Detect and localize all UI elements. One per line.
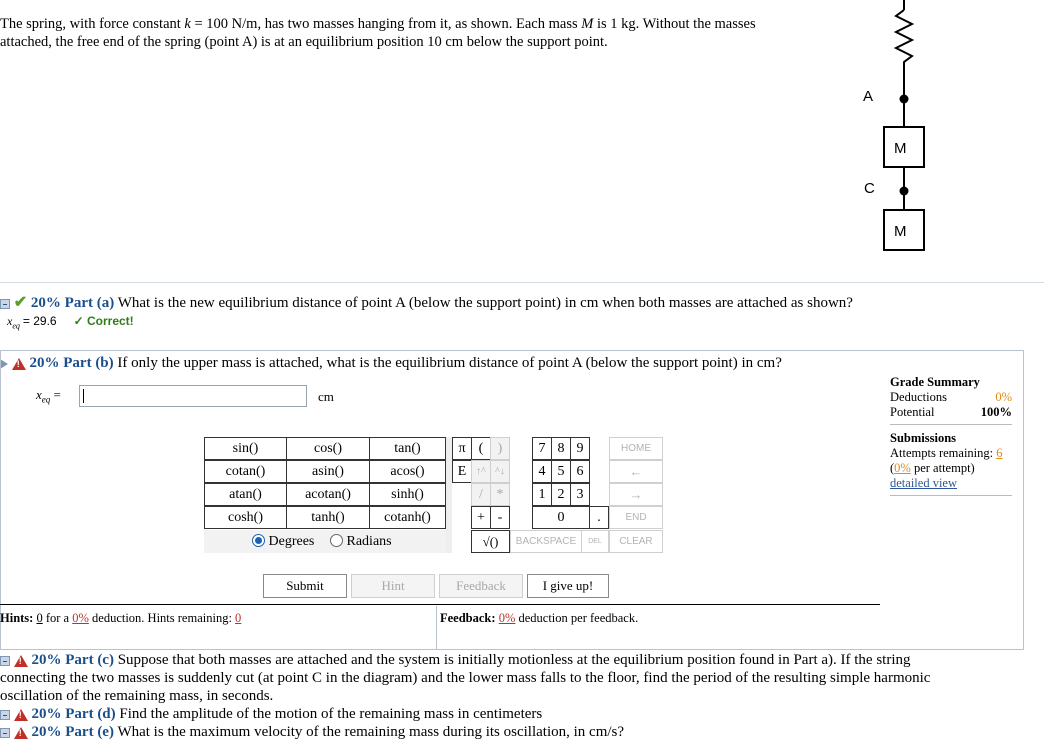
part-a-answer: = 29.6 — [22, 314, 57, 328]
part-c-label: 20% Part (c) — [31, 652, 114, 668]
collapse-icon[interactable] — [0, 656, 10, 666]
digit-7-button[interactable]: 7 — [532, 437, 552, 460]
submissions-title: Submissions — [890, 431, 957, 445]
collapse-icon[interactable] — [0, 728, 10, 738]
label-a: A — [863, 88, 874, 105]
part-b-label: 20% Part (b) — [29, 355, 114, 371]
grade-summary — [890, 375, 1012, 500]
part-b-var-label — [36, 387, 61, 405]
attempts-label: Attempts remaining: — [890, 446, 994, 460]
give-up-button[interactable]: I give up! — [527, 574, 609, 598]
feedback-pct: 0% — [498, 611, 516, 625]
part-b-question: If only the upper mass is attached, what is the equilibrium distance of point A (below the support point) in cm? — [117, 355, 782, 371]
collapse-icon[interactable] — [0, 299, 10, 309]
grade-divider — [890, 424, 1012, 425]
part-a-label: 20% Part (a) — [30, 295, 115, 311]
part-e-label: 20% Part (e) — [31, 724, 114, 740]
lower-mass-label: M — [894, 223, 907, 240]
radians-option[interactable] — [330, 534, 392, 550]
hints-divider — [436, 606, 437, 650]
part-d-header[interactable] — [0, 706, 542, 723]
feedback-button[interactable]: Feedback — [439, 574, 523, 598]
acotan-button[interactable]: acotan() — [286, 483, 370, 506]
hint-button[interactable]: Hint — [351, 574, 435, 598]
digit-2-button[interactable]: 2 — [551, 483, 571, 506]
plus-button[interactable]: + — [471, 506, 491, 529]
pi-button[interactable]: π — [452, 437, 472, 460]
deductions-value: 0% — [995, 390, 1012, 404]
digit-3-button[interactable]: 3 — [570, 483, 590, 506]
decimal-button[interactable]: . — [589, 506, 609, 529]
per-attempt-pct: 0% — [894, 461, 911, 475]
e-button[interactable]: E — [452, 460, 472, 483]
digit-5-button[interactable]: 5 — [551, 460, 571, 483]
part-a-question: What is the new equilibrium distance of point A (below the support point) in cm when both masses are attached as shown? — [117, 295, 853, 311]
open-paren-button[interactable]: ( — [471, 437, 491, 460]
slash-button[interactable]: / — [471, 483, 491, 506]
feedback-label: Feedback: — [440, 611, 496, 625]
detailed-view-link[interactable]: detailed view — [890, 476, 957, 490]
part-d-label: 20% Part (d) — [31, 706, 116, 722]
problem-statement — [0, 15, 860, 51]
digit-6-button[interactable]: 6 — [570, 460, 590, 483]
submit-button[interactable]: Submit — [263, 574, 347, 598]
grade-divider-bottom — [890, 495, 1012, 496]
backspace-button[interactable]: BACKSPACE — [510, 530, 582, 553]
left-arrow-button[interactable]: ← — [609, 460, 663, 483]
end-button[interactable]: END — [609, 506, 663, 529]
equals-sign: = — [53, 387, 61, 402]
divider — [0, 282, 1044, 283]
clear-button[interactable]: CLEAR — [609, 530, 663, 553]
tan-button[interactable]: tan() — [369, 437, 446, 460]
cotan-button[interactable]: cotan() — [204, 460, 287, 483]
answer-input[interactable] — [79, 385, 307, 407]
spring-mass-figure — [852, 0, 962, 270]
upper-mass-label: M — [894, 140, 907, 157]
part-c-question-1: Suppose that both masses are attached and the system is initially motionless at the equilibrium position found in Part a). If the string — [117, 652, 911, 668]
label-c: C — [864, 180, 875, 197]
cosh-button[interactable]: cosh() — [204, 506, 287, 529]
cos-button[interactable]: cos() — [286, 437, 370, 460]
potential-value: 100% — [980, 405, 1012, 419]
problem-line-2: attached, the free end of the spring (point A) is at an equilibrium position 10 cm below the support point. — [0, 34, 608, 50]
answer-var-sub: eq — [12, 321, 20, 331]
hints-label: Hints: — [0, 611, 34, 625]
correct-badge: ✓ Correct! — [73, 314, 134, 328]
part-e-question: What is the maximum velocity of the remaining mass during its oscillation, in cm/s? — [117, 724, 625, 740]
del-button[interactable]: DEL — [581, 530, 609, 553]
home-button[interactable]: HOME — [609, 437, 663, 460]
attempts-value: 6 — [996, 446, 1003, 460]
close-paren-button[interactable]: ) — [490, 437, 510, 460]
hints-remaining: 0 — [235, 611, 242, 625]
potential-label: Potential — [890, 405, 935, 419]
feedback-info — [440, 611, 638, 626]
part-a-header[interactable] — [0, 292, 853, 312]
collapse-icon[interactable] — [0, 710, 10, 720]
problem-line-1: The spring, with force constant k = 100 N/m, has two masses hanging from it, as shown. Each mass M is 1 kg. Without the masses — [0, 16, 756, 32]
digit-4-button[interactable]: 4 — [532, 460, 552, 483]
attempts-row — [890, 446, 1012, 461]
hints-deduction: deduction. Hints remaining: — [92, 611, 232, 625]
cotanh-button[interactable]: cotanh() — [369, 506, 446, 529]
checkmark-icon: ✔ — [13, 294, 28, 311]
spring-diagram — [852, 0, 962, 270]
multiply-button[interactable]: * — [490, 483, 510, 506]
digit-8-button[interactable]: 8 — [551, 437, 571, 460]
hints-info — [0, 611, 241, 626]
radians-radio[interactable] — [330, 534, 343, 547]
feedback-text: deduction per feedback. — [518, 611, 639, 625]
hints-for-a: for a — [45, 611, 70, 625]
input-var-sub: eq — [41, 394, 51, 405]
part-d-question: Find the amplitude of the motion of the remaining mass in centimeters — [119, 706, 543, 722]
point-c-dot — [900, 187, 909, 196]
degrees-option[interactable] — [252, 534, 314, 550]
sqrt-button[interactable]: √() — [471, 530, 510, 553]
up-arrow-button[interactable]: ↑^ — [471, 460, 491, 483]
sinh-button[interactable]: sinh() — [369, 483, 446, 506]
part-c-question-3: oscillation of the remaining mass, in seconds. — [0, 688, 274, 704]
warning-icon — [14, 709, 28, 721]
sin-button[interactable]: sin() — [204, 437, 287, 460]
hints-count: 0 — [36, 611, 43, 625]
degrees-radio[interactable] — [252, 534, 265, 547]
right-arrow-button[interactable]: → — [609, 483, 663, 506]
grade-summary-title: Grade Summary — [890, 375, 980, 389]
spring — [896, 10, 912, 98]
part-b-separator — [0, 604, 880, 605]
unit-label: cm — [318, 389, 334, 404]
digit-0-button[interactable]: 0 — [532, 506, 590, 529]
acos-button[interactable]: acos() — [369, 460, 446, 483]
hints-pct: 0% — [72, 611, 89, 625]
answer-var: x — [7, 314, 13, 328]
per-attempt-text: per attempt) — [913, 461, 975, 475]
up-arrow2-button[interactable]: ^↓ — [490, 460, 510, 483]
atan-button[interactable]: atan() — [204, 483, 287, 506]
digit-9-button[interactable]: 9 — [570, 437, 590, 460]
warning-icon — [14, 727, 28, 739]
minus-button[interactable]: - — [490, 506, 510, 529]
angle-mode-group — [204, 530, 446, 553]
radians-label: Radians — [346, 534, 392, 549]
digit-1-button[interactable]: 1 — [532, 483, 552, 506]
degrees-label: Degrees — [268, 534, 315, 549]
part-c-header[interactable] — [0, 652, 911, 669]
warning-icon — [14, 655, 28, 667]
deductions-label: Deductions — [890, 390, 947, 404]
tanh-button[interactable]: tanh() — [286, 506, 370, 529]
part-c-question-2: connecting the two masses is suddenly cut (at point C in the diagram) and the lower mass falls to the floor, find the period of the resulting simple harmonic — [0, 670, 931, 686]
part-a-answer-row — [7, 314, 134, 330]
part-e-header[interactable] — [0, 724, 624, 741]
per-attempt-row: (0% per attempt) — [890, 461, 975, 475]
asin-button[interactable]: asin() — [286, 460, 370, 483]
input-var: x — [36, 387, 42, 402]
